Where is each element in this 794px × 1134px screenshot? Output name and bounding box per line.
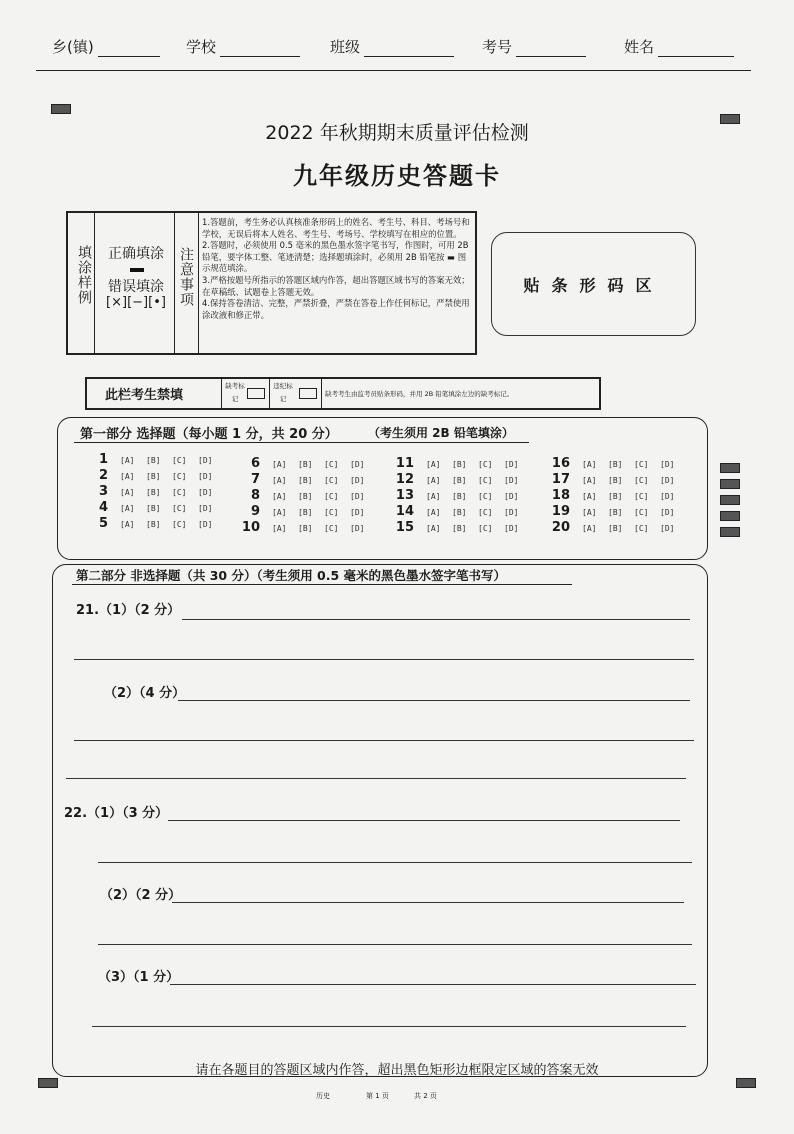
answer-bubble[interactable]: [B] — [146, 488, 161, 497]
answer-line[interactable] — [66, 778, 686, 779]
answer-line[interactable] — [92, 1026, 686, 1027]
answer-bubble[interactable]: [D] — [504, 492, 519, 501]
question-number: 12 — [395, 472, 414, 487]
answer-bubble[interactable]: [C] — [478, 460, 493, 469]
answer-bubble[interactable]: [B] — [608, 508, 623, 517]
absent-row-note: 缺考考生由监考员贴条形码，并用 2B 铅笔填涂左边的缺考标记。 — [325, 390, 514, 398]
answer-bubble[interactable]: [D] — [350, 460, 365, 469]
field-exam-number-line[interactable] — [516, 40, 586, 57]
answer-bubble[interactable]: [C] — [324, 460, 339, 469]
answer-line[interactable] — [178, 700, 690, 701]
answer-bubble[interactable]: [C] — [634, 524, 649, 533]
answer-bubble[interactable]: [A] — [120, 520, 135, 529]
question-number: 2 — [98, 468, 108, 483]
answer-bubble[interactable]: [D] — [350, 508, 365, 517]
answer-bubble[interactable]: [A] — [120, 456, 135, 465]
correct-fill-label: 正确填涂 — [108, 246, 164, 262]
answer-bubble[interactable]: [C] — [634, 476, 649, 485]
answer-bubble[interactable]: [C] — [478, 524, 493, 533]
answer-bubble[interactable]: [A] — [272, 508, 287, 517]
answer-bubble[interactable]: [A] — [582, 492, 597, 501]
answer-bubble[interactable]: [B] — [608, 492, 623, 501]
answer-bubble[interactable]: [C] — [324, 508, 339, 517]
answer-bubble[interactable]: [B] — [146, 520, 161, 529]
q21-1-label: 21.（1）（2 分） — [76, 603, 181, 618]
answer-bubble[interactable]: [A] — [272, 524, 287, 533]
alignment-marker — [38, 1078, 58, 1088]
answer-bubble[interactable]: [B] — [608, 460, 623, 469]
page-title: 2022 年秋期期末质量评估检测 — [265, 122, 529, 144]
note-item: 4.保持答卷清洁、完整，严禁折叠，严禁在答卷上作任何标记，严禁使用涂改液和修正带。 — [202, 298, 470, 320]
fill-example-label: 填涂样例 — [76, 245, 92, 305]
answer-bubble[interactable]: [C] — [172, 520, 187, 529]
answer-bubble[interactable]: [C] — [324, 476, 339, 485]
q22-2-label: （2）（2 分） — [100, 888, 182, 903]
answer-bubble[interactable]: [D] — [350, 476, 365, 485]
answer-bubble[interactable]: [D] — [350, 492, 365, 501]
answer-bubble[interactable]: [C] — [172, 472, 187, 481]
note-item: 3.严格按题号所指示的答题区域内作答，超出答题区域书写的答案无效；在草稿纸、试题卷上答题无效。 — [202, 274, 470, 297]
absent-mark-label: 缺考标记 — [225, 382, 245, 403]
answer-line[interactable] — [182, 619, 690, 620]
question-number: 10 — [241, 520, 260, 535]
answer-bubble[interactable]: [B] — [146, 456, 161, 465]
barcode-area: 贴条形码区 — [491, 232, 696, 336]
question-number: 4 — [98, 500, 108, 515]
alignment-marker — [720, 463, 740, 473]
answer-bubble[interactable]: [C] — [324, 524, 339, 533]
absent-row-label: 此栏考生禁填 — [105, 388, 184, 403]
answer-bubble[interactable]: [C] — [478, 508, 493, 517]
correct-fill-mark — [130, 268, 144, 272]
answer-bubble[interactable]: [A] — [582, 524, 597, 533]
question-number: 13 — [395, 488, 414, 503]
answer-bubble[interactable]: [C] — [634, 492, 649, 501]
answer-bubble[interactable]: [B] — [298, 476, 313, 485]
notes-label: 注意事项 — [178, 247, 194, 307]
question-number: 5 — [98, 516, 108, 531]
alignment-marker — [51, 104, 71, 114]
answer-line[interactable] — [74, 740, 694, 741]
answer-bubble[interactable]: [A] — [426, 508, 441, 517]
question-number: 17 — [551, 472, 570, 487]
answer-line[interactable] — [172, 902, 684, 903]
field-school-label: 学校 — [186, 38, 217, 56]
answer-line[interactable] — [74, 659, 694, 660]
answer-bubble[interactable]: [C] — [172, 456, 187, 465]
question-number: 8 — [250, 488, 260, 503]
answer-bubble[interactable]: [C] — [634, 460, 649, 469]
answer-line[interactable] — [170, 984, 696, 985]
answer-bubble[interactable]: [B] — [452, 460, 467, 469]
field-township-line[interactable] — [98, 40, 160, 57]
answer-bubble[interactable]: [D] — [198, 456, 213, 465]
q21-2-label: （2）（4 分） — [104, 686, 186, 701]
answer-bubble[interactable]: [D] — [504, 508, 519, 517]
answer-bubble[interactable]: [C] — [324, 492, 339, 501]
part1-instruction: （考生须用 2B 铅笔填涂） — [368, 426, 514, 440]
note-item: 1.答题前，考生务必认真核准条形码上的姓名、考生号、科目、考场号和学校，无误后将本人姓名、考生号、考场号、学校填写在相应的位置。 — [202, 217, 470, 239]
question-number: 16 — [551, 456, 570, 471]
notes-list — [202, 217, 474, 321]
field-township-label: 乡(镇) — [52, 38, 94, 56]
part1-title: 第一部分 选择题（每小题 1 分，共 20 分） — [80, 427, 338, 442]
question-number: 11 — [395, 456, 414, 471]
answer-bubble[interactable]: [A] — [582, 508, 597, 517]
footer-page: 第 1 页 — [366, 1092, 389, 1100]
answer-bubble[interactable]: [D] — [660, 460, 675, 469]
answer-bubble[interactable]: [A] — [272, 492, 287, 501]
answer-bubble[interactable]: [A] — [582, 476, 597, 485]
question-number: 19 — [551, 504, 570, 519]
question-number: 15 — [395, 520, 414, 535]
answer-bubble[interactable]: [C] — [634, 508, 649, 517]
field-township[interactable] — [52, 36, 160, 57]
answer-bubble[interactable]: [C] — [478, 492, 493, 501]
answer-bubble[interactable]: [A] — [426, 492, 441, 501]
header-divider — [36, 70, 751, 71]
answer-bubble[interactable]: [D] — [504, 524, 519, 533]
answer-bubble[interactable]: [B] — [146, 472, 161, 481]
answer-bubble[interactable]: [D] — [198, 488, 213, 497]
answer-bubble[interactable]: [B] — [298, 508, 313, 517]
q22-3-label: （3）（1 分） — [98, 970, 180, 985]
answer-bubble[interactable]: [D] — [660, 476, 675, 485]
wrong-fill-label: 错误填涂 — [108, 279, 164, 295]
field-class-line[interactable] — [364, 40, 454, 57]
note-item: 2.答题时，必须使用 0.5 毫米的黑色墨水签字笔书写，作图时，可用 2B 铅笔，要字体工整、笔迹清楚；选择题填涂时，必须用 2B 铅笔按 ▬ 图示规范填涂。 — [202, 240, 469, 274]
answer-bubble[interactable]: [D] — [198, 504, 213, 513]
instructions-box — [66, 211, 477, 355]
answer-line[interactable] — [98, 944, 692, 945]
alignment-marker — [720, 495, 740, 505]
field-class[interactable] — [330, 36, 454, 57]
q22-1-label: 22.（1）（3 分） — [64, 806, 169, 821]
answer-bubble[interactable]: [B] — [452, 524, 467, 533]
answer-bubble[interactable]: [D] — [504, 460, 519, 469]
field-name[interactable] — [624, 36, 734, 57]
answer-bubble[interactable]: [A] — [426, 460, 441, 469]
question-number: 3 — [98, 484, 108, 499]
alignment-marker — [720, 479, 740, 489]
field-class-label: 班级 — [330, 38, 361, 56]
footer-subject: 历史 — [316, 1092, 330, 1100]
violation-mark-label: 违纪标记 — [273, 382, 293, 403]
answer-bubble[interactable]: [B] — [452, 492, 467, 501]
alignment-marker — [720, 527, 740, 537]
footer-total: 共 2 页 — [414, 1092, 437, 1100]
absent-mark-checkbox[interactable] — [247, 388, 265, 399]
answer-bubble[interactable]: [C] — [172, 488, 187, 497]
question-number: 9 — [250, 504, 260, 519]
answer-bubble[interactable]: [B] — [452, 476, 467, 485]
answer-bubble[interactable]: [B] — [298, 460, 313, 469]
answer-line[interactable] — [168, 820, 680, 821]
question-number: 14 — [395, 504, 414, 519]
question-number: 6 — [250, 456, 260, 471]
part2-title: 第二部分 非选择题（共 30 分）（考生须用 0.5 毫米的黑色墨水签字笔书写） — [76, 568, 507, 583]
field-exam-number-label: 考号 — [482, 38, 513, 56]
field-school[interactable] — [186, 36, 300, 57]
field-exam-number[interactable] — [482, 36, 586, 57]
answer-bubble[interactable]: [D] — [660, 524, 675, 533]
answer-bubble[interactable]: [B] — [146, 504, 161, 513]
answer-bubble[interactable]: [A] — [120, 504, 135, 513]
alignment-marker — [720, 511, 740, 521]
question-number: 7 — [250, 472, 260, 487]
answer-bubble[interactable]: [D] — [350, 524, 365, 533]
answer-bubble[interactable]: [C] — [172, 504, 187, 513]
answer-bubble[interactable]: [D] — [504, 476, 519, 485]
question-number: 18 — [551, 488, 570, 503]
answer-bubble[interactable]: [B] — [608, 524, 623, 533]
absent-row — [85, 377, 601, 410]
alignment-marker — [736, 1078, 756, 1088]
answer-bubble[interactable]: [A] — [120, 472, 135, 481]
question-number: 20 — [551, 520, 570, 535]
answer-bubble[interactable]: [D] — [198, 520, 213, 529]
answer-bubble[interactable]: [A] — [272, 460, 287, 469]
question-number: 1 — [98, 452, 108, 467]
answer-bubble[interactable]: [C] — [478, 476, 493, 485]
field-name-label: 姓名 — [624, 38, 655, 56]
answer-bubble[interactable]: [A] — [120, 488, 135, 497]
answer-bubble[interactable]: [A] — [426, 476, 441, 485]
wrong-fill-marks: [×][−][•] — [106, 295, 166, 310]
answer-bubble[interactable]: [A] — [582, 460, 597, 469]
answer-bubble[interactable]: [B] — [452, 508, 467, 517]
answer-line[interactable] — [98, 862, 692, 863]
answer-bubble[interactable]: [B] — [298, 524, 313, 533]
answer-bubble[interactable]: [D] — [198, 472, 213, 481]
answer-bubble[interactable]: [A] — [272, 476, 287, 485]
answer-bubble[interactable]: [B] — [608, 476, 623, 485]
answer-bubble[interactable]: [A] — [426, 524, 441, 533]
answer-bubble[interactable]: [D] — [660, 492, 675, 501]
violation-mark-checkbox[interactable] — [299, 388, 317, 399]
field-school-line[interactable] — [220, 40, 300, 57]
page-subtitle: 九年级历史答题卡 — [293, 161, 501, 190]
footer-warning: 请在各题目的答题区域内作答，超出黑色矩形边框限定区域的答案无效 — [195, 1063, 599, 1078]
answer-bubble[interactable]: [B] — [298, 492, 313, 501]
answer-bubble[interactable]: [D] — [660, 508, 675, 517]
field-name-line[interactable] — [658, 40, 734, 57]
